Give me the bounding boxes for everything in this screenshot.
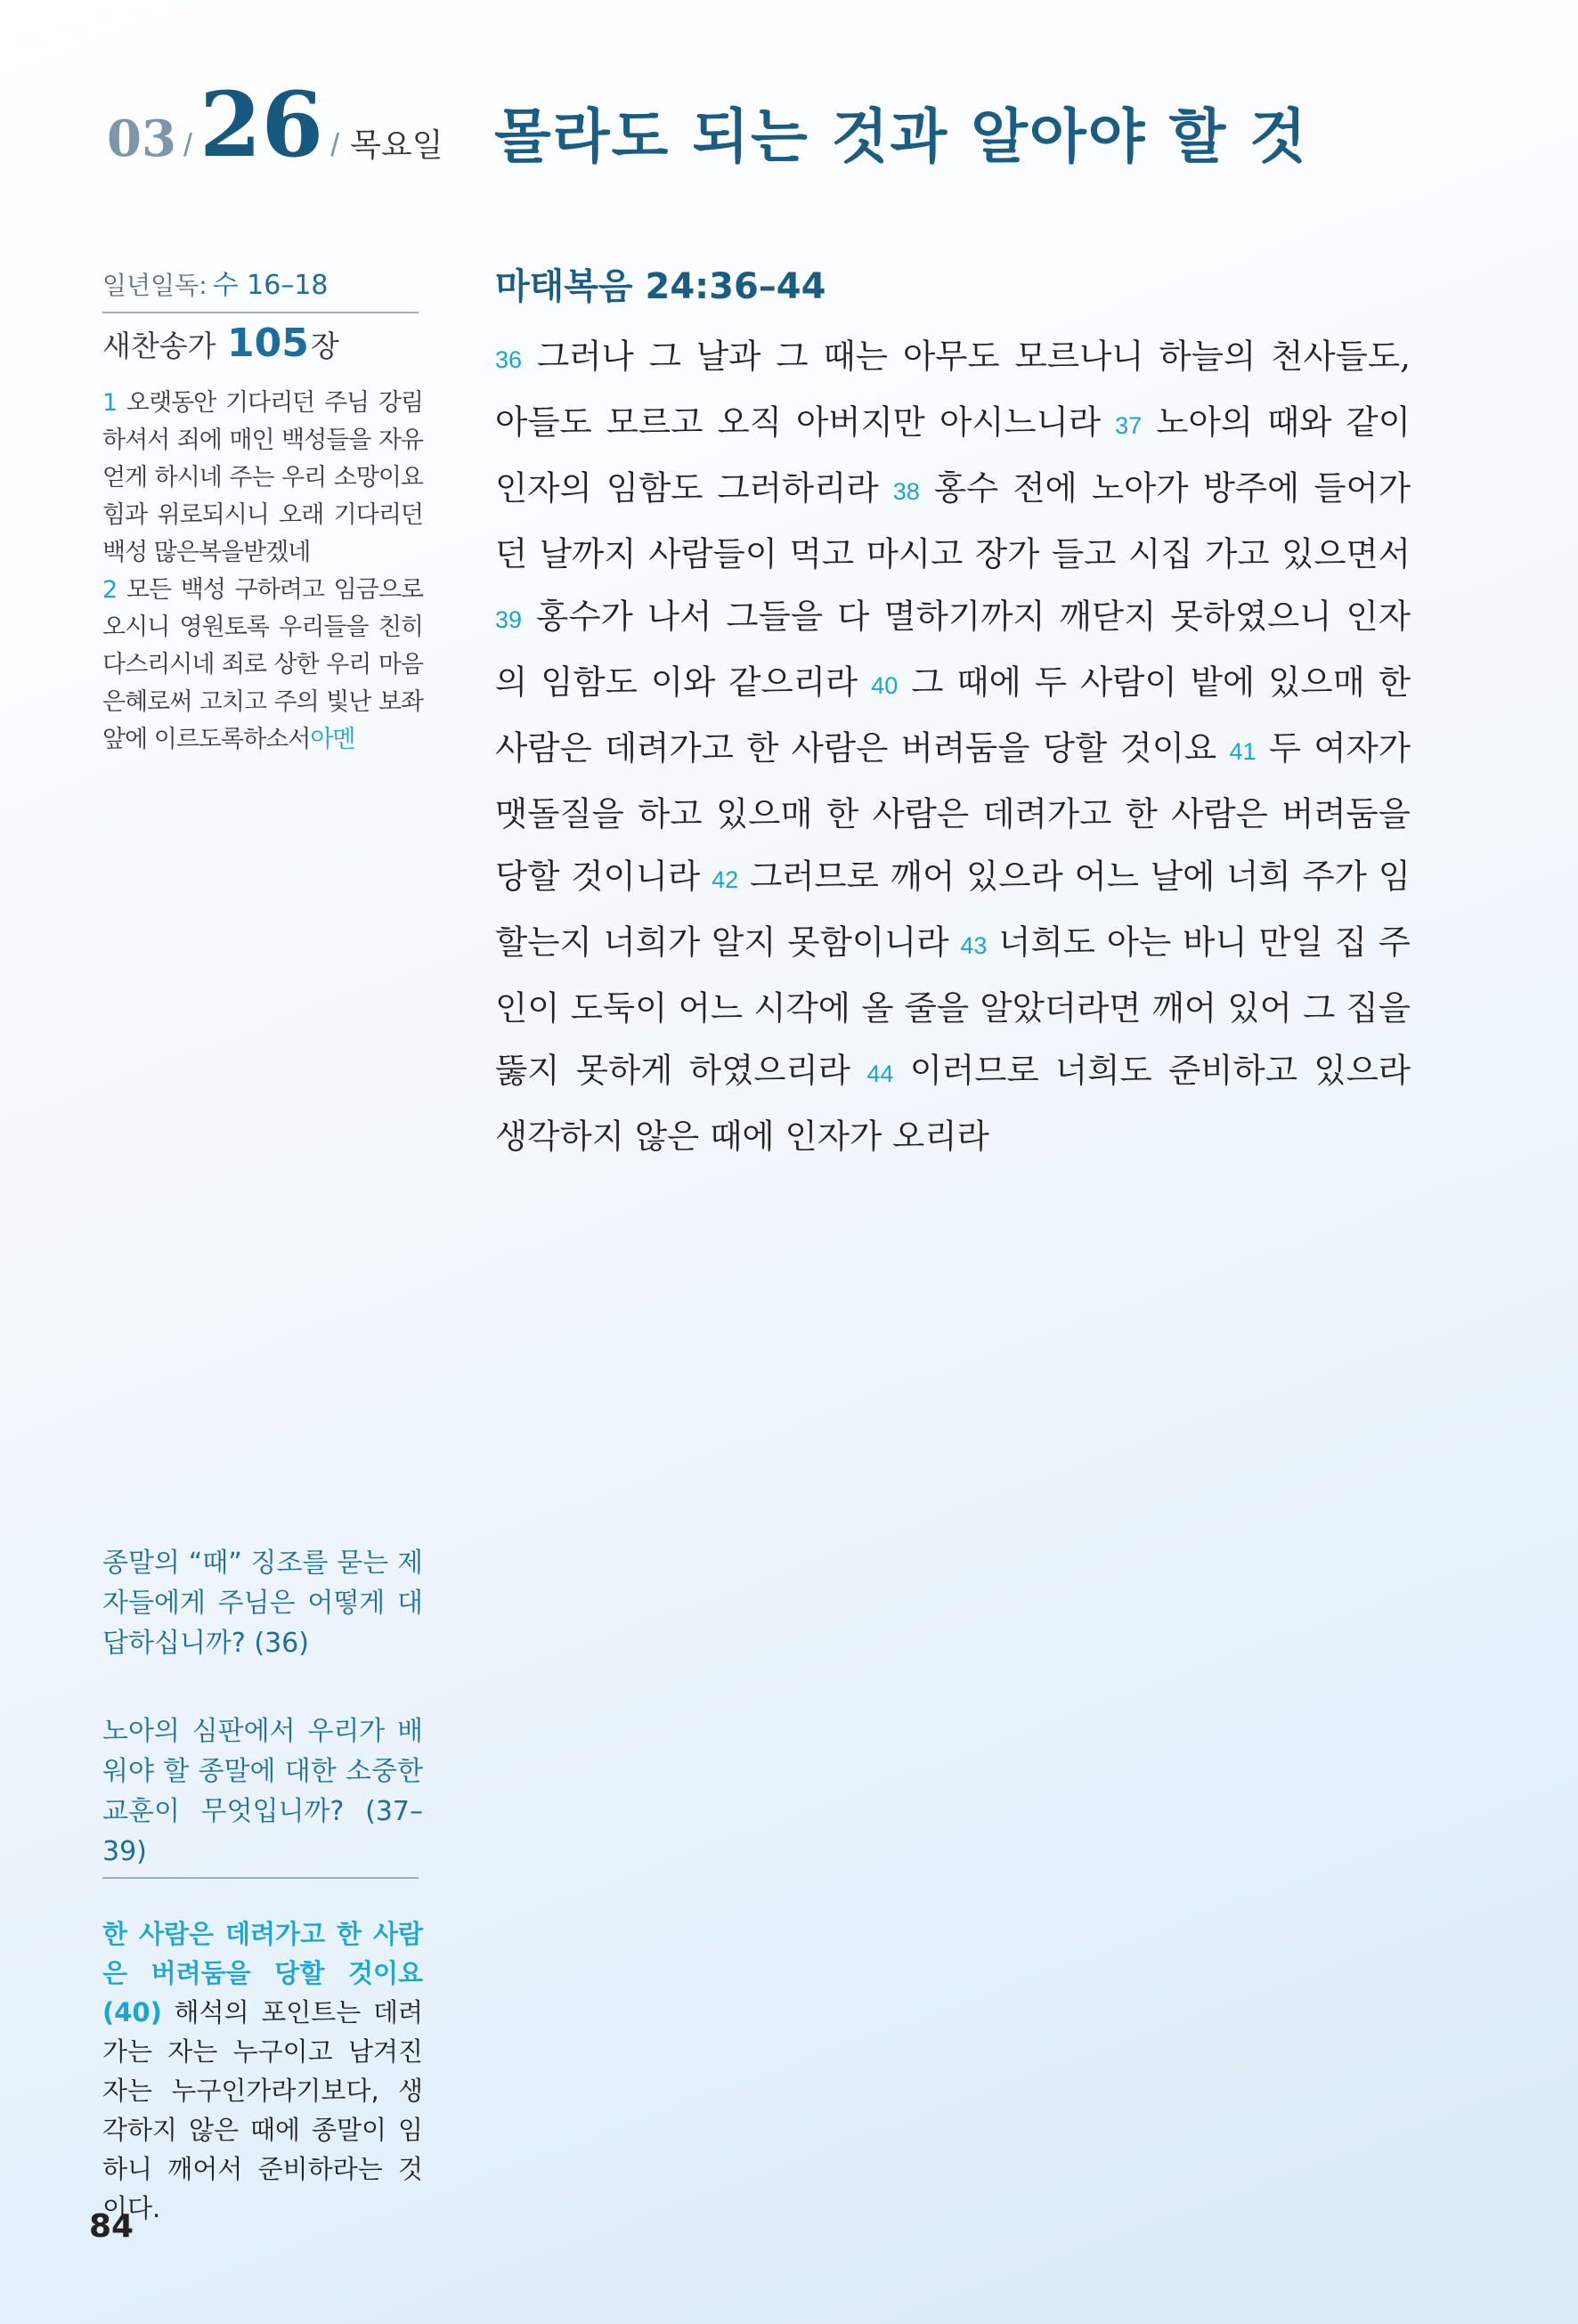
page-header (107, 72, 1532, 187)
divider (102, 312, 419, 313)
hymn-stanza (102, 572, 423, 759)
verse-text: 그러나 그 날과 그 때는 아무도 모르나니 하늘의 천사들도, 아들도 모르고 오직 아버지만 아시느니라 (495, 337, 1411, 442)
verse-number: 41 (1229, 738, 1257, 765)
date-separator: / (183, 126, 192, 163)
page-number: 84 (89, 2208, 134, 2245)
annual-reading (102, 263, 419, 302)
hymn-number: 105 (227, 321, 309, 366)
passage-reference: 마태복음 24:36–44 (495, 266, 826, 307)
note-text: 해석의 포인트는 데려가는 자는 누구이고 남겨진 자는 누구인가라기보다, 생각하지 않은 때에 종말이 임하니 깨어서 준비하라는 것이다. (102, 1997, 423, 2223)
verse-number: 42 (712, 866, 739, 893)
date-separator: / (330, 126, 340, 163)
hymn-lyrics (102, 385, 423, 759)
hymn-stanza (102, 385, 423, 572)
verse-number: 43 (960, 932, 988, 959)
date-block (107, 72, 443, 187)
verse-text: 이러므로 너희도 준비하고 있으라 생각하지 않은 때에 인자가 오리라 (495, 1051, 1411, 1156)
stanza-number: 2 (102, 576, 118, 604)
date-day: 26 (199, 72, 324, 177)
hymn-prefix: 새찬송가 (102, 329, 216, 363)
stanza-text: 오랫동안 기다리던 주님 강림하셔서 죄에 매인 백성들을 자유 얻게 하시네 주는 우리 소망이요 힘과 위로되시니 오래 기다리던 백성 많은복을받겠네 (102, 389, 424, 566)
verse-text: 너희도 아는 바니 만일 집 주인이 도둑이 어느 시각에 올 줄을 알았더라면 깨어 있어 그 집을 뚫지 못하게 하였으리라 (495, 922, 1411, 1090)
verse-number: 37 (1115, 412, 1143, 439)
verse-number: 40 (871, 672, 899, 699)
verse-text: 홍수 전에 노아가 방주에 들어가던 날까지 사람들이 먹고 마시고 장가 들고 시집 가고 있으면서 (495, 468, 1411, 573)
commentary-note (102, 1914, 423, 2228)
verse-number: 36 (495, 346, 523, 373)
verse-text: 두 여자가 맷돌질을 하고 있으매 한 사람은 데려가고 한 사람은 버려둠을 당할 것이니라 (495, 728, 1411, 896)
verse-text: 그 때에 두 사람이 밭에 있으매 한 사람은 데려가고 한 사람은 버려둠을 당할 것이요 (495, 662, 1411, 768)
date-weekday: 목요일 (350, 126, 443, 163)
verse-number: 38 (892, 478, 920, 505)
stanza-number: 1 (102, 389, 118, 417)
verse-number: 44 (866, 1060, 894, 1087)
hymn-suffix: 장 (310, 329, 339, 363)
verse-text: 그러므로 깨어 있으라 어느 날에 너희 주가 임할는지 너희가 알지 못함이니라 (495, 857, 1411, 962)
divider (102, 1877, 419, 1879)
date-month: 03 (107, 110, 176, 168)
study-question: 노아의 심판에서 우리가 배워야 할 종말에 대한 소중한 교훈이 무엇입니까? (37–39) (102, 1716, 423, 1867)
annual-reading-ref: 수 16–18 (212, 270, 329, 301)
amen: 아멘 (310, 726, 355, 753)
stanza-text: 모든 백성 구하려고 임금으로 오시니 영원토록 우리들을 친히 다스리시네 죄로 상한 우리 마음 은혜로써 고치고 주의 빛난 보좌 앞에 이르도록하소서 (102, 576, 424, 753)
page-title: 몰라도 되는 것과 알아야 할 것 (494, 102, 1308, 171)
verse-number: 39 (495, 606, 523, 633)
annual-reading-label: 일년일독: (102, 271, 207, 300)
study-question: 종말의 “때” 징조를 묻는 제자들에게 주님은 어떻게 대답하십니까? (36) (102, 1548, 423, 1659)
scripture-passage (495, 325, 1411, 1167)
verse-text: 노아의 때와 같이 인자의 임함도 그러하리라 (495, 402, 1411, 508)
note-highlight: 한 사람은 데려가고 한 사람은 버려둠을 당할 것이요(40) (102, 1919, 423, 2027)
hymn-header (102, 321, 419, 366)
verse-text: 홍수가 나서 그들을 다 멸하기까지 깨닫지 못하였으니 인자의 임함도 이와 같으리라 (495, 597, 1411, 702)
